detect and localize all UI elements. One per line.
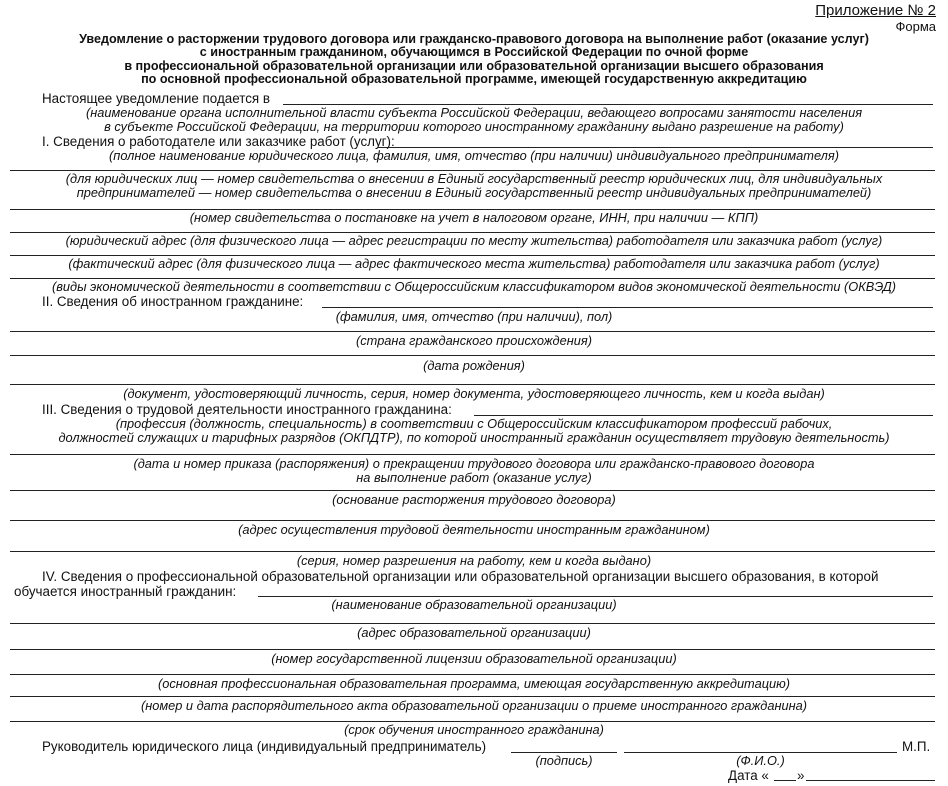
intro-caption-1: (наименование органа исполнительной власти субъекта Российской Федерации, ведающего вопросами занятости населения [85, 105, 863, 120]
registration-caption-2: предпринимателей — номер свидетельства о внесении в Единый государственный реестр индивидуальных предпринимателей) [76, 185, 872, 200]
date-label: Дата « [728, 768, 769, 783]
school-address-caption: (адрес образовательной организации) [357, 625, 591, 640]
identity-document-caption: (документ, удостоверяющий личность, серия, номер документа, удостоверяющего личность, кем и когда выдан) [123, 386, 825, 401]
order-caption-1: (дата и номер приказа (распоряжения) о прекращении трудового договора или гражданско-правового договора [133, 456, 815, 471]
date-month-year-field[interactable] [806, 780, 935, 781]
section-4-label-1: IV. Сведения о профессиональной образовательной организации или образовательной организации высшего образования, в которой [42, 569, 879, 584]
date-quote-close: » [797, 768, 805, 783]
employer-name-caption: (полное наименование юридического лица, фамилия, имя, отчество (при наличии) индивидуального предпринимателя) [109, 148, 839, 163]
section-1-label: I. Сведения о работодателе или заказчике работ (услуг): [42, 134, 395, 149]
birth-date-field[interactable] [10, 355, 935, 356]
appendix-number: Приложение № 2 [815, 2, 936, 19]
full-name-caption: (Ф.И.О.) [736, 753, 785, 768]
title-line-3: в профессиональной образовательной организации или образовательной организации высшего образования [124, 59, 824, 73]
foreigner-name-field[interactable] [322, 307, 933, 308]
admission-order-field[interactable] [10, 696, 935, 697]
termination-basis-caption: (основание расторжения трудового договора) [332, 492, 616, 507]
school-license-field[interactable] [10, 649, 935, 650]
work-permit-field[interactable] [10, 551, 935, 552]
foreigner-name-caption: (фамилия, имя, отчество (при наличии), пол) [335, 309, 613, 324]
title-line-1: Уведомление о расторжении трудового договора или гражданско-правового договора на выполнение работ (оказание услуг) [79, 32, 869, 46]
country-field[interactable] [10, 331, 935, 332]
country-caption: (страна гражданского происхождения) [356, 333, 592, 348]
tax-caption: (номер свидетельства о постановке на учет в налоговом органе, ИНН, при наличии — КПП) [189, 210, 759, 225]
profession-caption-2: должностей служащих и тарифных разрядов (ОКПДТР), по которой иностранный гражданин осуществляет трудовую деятельность) [58, 430, 890, 445]
profession-caption-1: (профессия (должность, специальность) в соответствии с Общероссийским классификатором профессий рабочих, [115, 416, 833, 431]
date-day-field[interactable] [774, 780, 796, 781]
stamp-label: М.П. [902, 739, 931, 754]
program-caption: (основная профессиональная образовательная программа, имеющая государственную аккредитацию) [157, 676, 791, 691]
title-line-4: по основной профессиональной образовательной программе, имеющей государственную аккредитацию [141, 72, 807, 86]
school-name-caption: (наименование образовательной организации) [331, 597, 617, 612]
school-license-caption: (номер государственной лицензии образовательной организации) [271, 651, 677, 666]
work-address-caption: (адрес осуществления трудовой деятельности иностранным гражданином) [238, 522, 710, 537]
order-caption-2: на выполнение работ (оказание услуг) [356, 470, 592, 485]
intro-caption-2: в субъекте Российской Федерации, на территории которого иностранному гражданину выдано разрешение на работу) [104, 119, 844, 134]
registration-caption-1: (для юридических лиц — номер свидетельства о внесении в Единый государственный реестр юридических лиц, для индивидуальных [65, 171, 883, 186]
intro-label: Настоящее уведомление подается в [42, 91, 270, 106]
school-address-field[interactable] [10, 623, 935, 624]
okved-caption: (виды экономической деятельности в соответствии с Общероссийским классификатором видов экономической деятельности (ОКВЭД) [51, 279, 897, 294]
legal-address-caption: (юридический адрес (для физического лица — адрес регистрации по месту жительства) работодателя или заказчика работ (услуг) [65, 233, 883, 248]
actual-address-caption: (фактический адрес (для физического лица — адрес фактического места жительства) работодателя или заказчика работ (услуг) [68, 256, 880, 271]
order-field[interactable] [10, 454, 935, 455]
study-term-caption: (срок обучения иностранного гражданина) [344, 722, 604, 737]
section-2-label: II. Сведения об иностранном гражданине: [42, 294, 304, 309]
section-3-label: III. Сведения о трудовой деятельности иностранного гражданина: [42, 402, 452, 417]
section-4-label-2: обучается иностранный гражданин: [14, 584, 237, 599]
title-line-2: с иностранным гражданином, обучающимся в Российской Федерации по очной форме [199, 45, 749, 59]
work-address-field[interactable] [10, 520, 935, 521]
signature-caption: (подпись) [535, 753, 593, 768]
program-field[interactable] [10, 674, 935, 675]
signatory-label: Руководитель юридического лица (индивидуальный предприниматель) [42, 739, 487, 754]
form-label: Форма [895, 19, 936, 34]
work-permit-caption: (серия, номер разрешения на работу, кем и когда выдано) [296, 553, 652, 568]
identity-document-field[interactable] [10, 384, 935, 385]
termination-basis-field[interactable] [10, 490, 935, 491]
birth-date-caption: (дата рождения) [423, 358, 525, 373]
admission-order-caption: (номер и дата распорядительного акта образовательной организации о приеме иностранного гражданина) [140, 698, 808, 713]
